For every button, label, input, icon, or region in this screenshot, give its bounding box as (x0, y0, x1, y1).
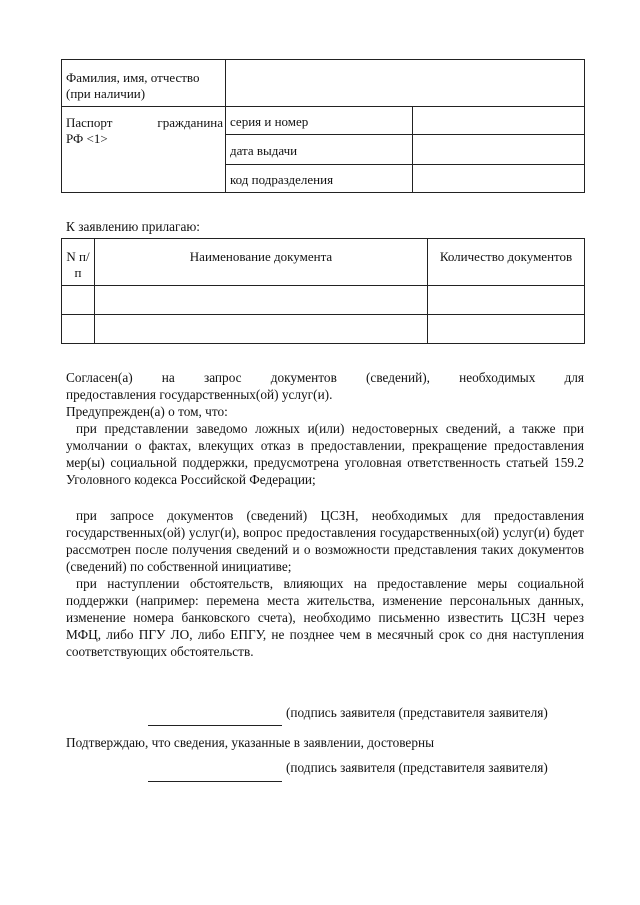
signature-line-2[interactable] (148, 780, 282, 782)
passport-label-line2: РФ <1> (66, 131, 108, 146)
row1-number-cell[interactable] (62, 286, 95, 315)
passport-label-cell (62, 107, 226, 193)
consent-line-1: Согласен(а) на запрос документов (сведений), необходимых для (66, 370, 584, 385)
col-number-header: N п/п (62, 239, 95, 286)
full-name-label: Фамилия, имя, отчество (при наличии) (66, 70, 200, 101)
full-name-value-cell[interactable] (226, 60, 585, 107)
confirmation-text: Подтверждаю, что сведения, указанные в заявлении, достоверны (66, 735, 435, 750)
table-row (62, 286, 585, 315)
passport-label-word1: Паспорт (66, 115, 113, 130)
attachments-title: К заявлению прилагаю: (66, 219, 200, 234)
warned-heading: Предупрежден(а) о том, что: (66, 404, 228, 419)
row1-quantity-cell[interactable] (428, 286, 585, 315)
passport-field-issue-date: дата выдачи (226, 135, 413, 165)
signature-line-1[interactable] (148, 724, 282, 726)
col-document-name-header: Наименование документа (95, 239, 428, 286)
personal-data-table (61, 59, 585, 193)
row1-name-cell[interactable] (95, 286, 428, 315)
passport-series-value-cell[interactable] (413, 107, 585, 135)
consent-line-2: предоставления государственных(ой) услуг(и). (66, 387, 333, 402)
col-quantity-header: Количество документов (428, 239, 585, 286)
passport-field-series: серия и номер (226, 107, 413, 135)
warning-paragraph-3: при наступлении обстоятельств, влияющих на предоставление меры социальной поддержки (например: перемена места жительства, изменение персональных данных, изменение номера банковского счета), необходимо письменно известить ЦСЗН через МФЦ, либо ПГУ ЛО, либо ЕПГУ, не позднее чем в месячный срок со дня наступления соответствующих обстоятельств. (66, 576, 584, 659)
warning-paragraph-2: при запросе документов (сведений) ЦСЗН, необходимых для предоставления государственных(ой) услуг(и), вопрос предоставления государственных(ой) услуг(и) будет рассмотрен после получения сведений и о возможности представления таких документов (сведений) по собственной инициативе; (66, 508, 584, 574)
row2-number-cell[interactable] (62, 315, 95, 344)
table-row (62, 315, 585, 344)
passport-field-division-code: код подразделения (226, 165, 413, 193)
passport-division-code-value-cell[interactable] (413, 165, 585, 193)
attachments-table (61, 238, 585, 344)
signature-caption-2: (подпись заявителя (представителя заявителя) (286, 760, 548, 775)
signature-caption-1: (подпись заявителя (представителя заявителя) (286, 705, 548, 720)
passport-issue-date-value-cell[interactable] (413, 135, 585, 165)
passport-label-word2: гражданина (157, 115, 223, 130)
warning-paragraph-1: при представлении заведомо ложных и(или) недостоверных сведений, а также при умолчании о фактах, влекущих отказ в предоставлении, прекращение предоставления мер(ы) социальной поддержки, предусмотрена уголовная ответственность статьей 159.2 Уголовного кодекса Российской Федерации; (66, 421, 584, 487)
row2-quantity-cell[interactable] (428, 315, 585, 344)
row2-name-cell[interactable] (95, 315, 428, 344)
full-name-label-cell (62, 60, 226, 107)
